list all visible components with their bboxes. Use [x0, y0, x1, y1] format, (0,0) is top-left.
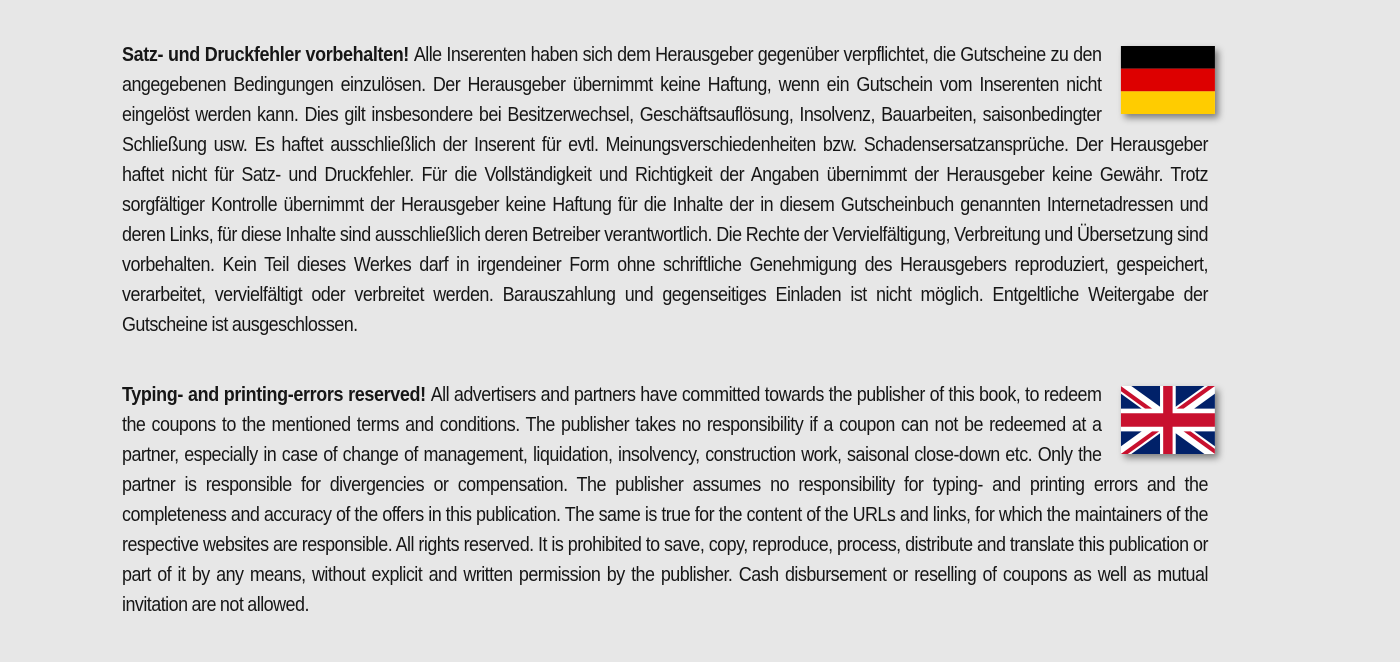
english-disclaimer-body: All advertisers and partners have committed towards the publisher of this book, to redeem the coupons to the mentioned terms and conditions. The publisher takes no responsibility if a coupon can not be redeemed at a partner, especially in case of change of management, liquidation, insolvency, construction work, saisonal close-down etc. Only the partner is responsible for divergencies or compensation. The publisher assumes no responsibility for typing- and printing errors and the completeness and accuracy of the offers in this publication. The same is true for the content of the URLs and links, for which the maintainers of the respective websites are responsible. All rights reserved. It is prohibited to save, copy, reproduce, process, distribute and translate this publication or part of it by any means, without explicit and written permission by the publisher. Cash disbursement or reselling of coupons as well as mutual invitation are not allowed. [122, 384, 1208, 616]
german-flag-icon [1121, 46, 1215, 114]
german-disclaimer-heading: Satz- und Druckfehler vorbehalten! [122, 44, 414, 66]
german-disclaimer-body: Alle Inserenten haben sich dem Herausgeber gegenüber verpflichtet, die Gutscheine zu den angegebenen Bedingungen einzulösen. Der Herausgeber übernimmt keine Haftung, wenn ein Gutschein vom Inserenten nicht eingelöst werden kann. Dies gilt insbesondere bei Besitzerwechsel, Geschäftsauflösung, Insolvenz, Bauarbeiten, saisonbedingter Schließung usw. Es haftet ausschließlich der Inserent für evtl. Meinungsverschiedenheiten bzw. Schadensersatzansprüche. Der Herausgeber haftet nicht für Satz- und Druckfehler. Für die Vollständigkeit und Richtigkeit der Angaben übernimmt der Herausgeber keine Gewähr. Trotz sorgfältiger Kontrolle übernimmt der Herausgeber keine Haftung für die Inhalte der in diesem Gutscheinbuch genannten Internetadressen und deren Links, für diese Inhalte sind ausschließlich deren Betreiber verantwortlich. Die Rechte der Vervielfältigung, Verbreitung und Übersetzung sind vorbehalten. Kein Teil dieses Werkes darf in irgendeiner Form ohne schriftliche Genehmigung des Herausgebers reproduziert, gespeichert, verarbeitet, vervielfältigt oder verbreitet werden. Barauszahlung und gegenseitiges Einladen ist nicht möglich. Entgeltliche Weitergabe der Gutscheine ist ausgeschlossen. [122, 44, 1208, 336]
english-disclaimer-heading: Typing- and printing-errors reserved! [122, 384, 431, 406]
german-disclaimer [122, 40, 1208, 340]
uk-flag-icon [1121, 386, 1215, 454]
english-disclaimer [122, 380, 1208, 620]
